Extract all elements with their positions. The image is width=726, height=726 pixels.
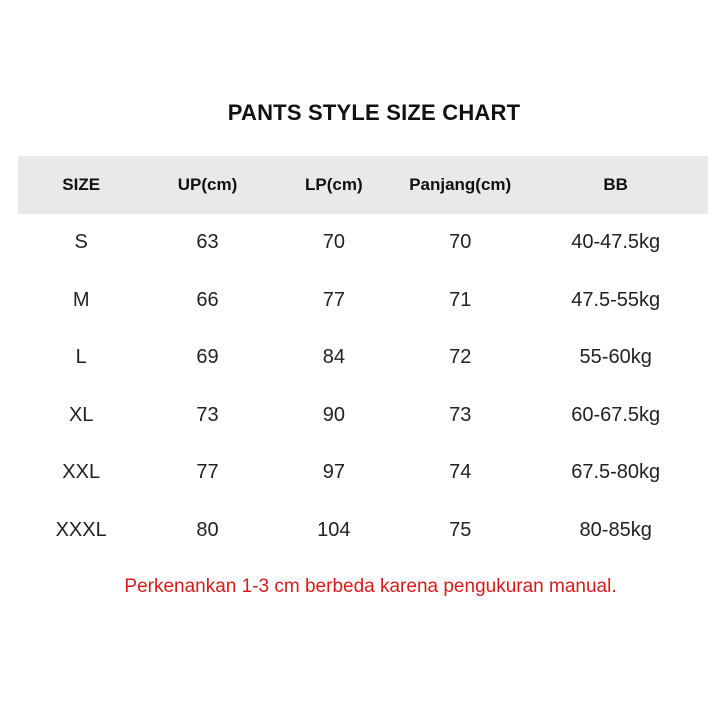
cell-size: XXXL bbox=[55, 518, 107, 541]
cell-bb: 55-60kg bbox=[579, 346, 652, 369]
table-row bbox=[18, 502, 708, 560]
table-row bbox=[18, 214, 708, 272]
cell-up: 77 bbox=[196, 461, 219, 484]
header-size: SIZE bbox=[62, 175, 101, 194]
cell-bb: 60-67.5kg bbox=[571, 403, 661, 426]
cell-up: 63 bbox=[196, 231, 219, 254]
cell-lp: 104 bbox=[317, 518, 351, 541]
cell-panjang: 72 bbox=[449, 346, 472, 369]
cell-size: L bbox=[75, 346, 87, 369]
cell-panjang: 74 bbox=[449, 461, 472, 484]
header-panjang: Panjang(cm) bbox=[409, 175, 512, 194]
cell-lp: 90 bbox=[322, 403, 345, 426]
cell-panjang: 73 bbox=[449, 403, 472, 426]
header-up: UP(cm) bbox=[177, 175, 238, 194]
cell-panjang: 71 bbox=[449, 288, 472, 311]
measurement-note: Perkenankan 1-3 cm berbeda karena pengukuran manual. bbox=[124, 576, 617, 597]
cell-lp: 77 bbox=[322, 288, 345, 311]
cell-up: 73 bbox=[196, 403, 219, 426]
cell-lp: 84 bbox=[322, 346, 345, 369]
cell-bb: 40-47.5kg bbox=[571, 231, 661, 254]
cell-panjang: 75 bbox=[449, 518, 472, 541]
cell-panjang: 70 bbox=[449, 231, 472, 254]
header-bb: BB bbox=[603, 175, 628, 194]
table-row bbox=[18, 387, 708, 445]
cell-up: 69 bbox=[196, 346, 219, 369]
table-header-row bbox=[18, 156, 708, 214]
cell-bb: 80-85kg bbox=[579, 518, 652, 541]
table-row bbox=[18, 272, 708, 330]
cell-lp: 70 bbox=[322, 231, 345, 254]
cell-bb: 47.5-55kg bbox=[571, 288, 661, 311]
cell-up: 80 bbox=[196, 518, 219, 541]
cell-lp: 97 bbox=[322, 461, 345, 484]
size-chart-table bbox=[18, 156, 708, 559]
page-title: PANTS STYLE SIZE CHART bbox=[227, 100, 521, 125]
table-row bbox=[18, 444, 708, 502]
cell-size: XXL bbox=[62, 461, 101, 484]
header-lp: LP(cm) bbox=[305, 175, 363, 194]
cell-size: M bbox=[72, 288, 90, 311]
cell-size: S bbox=[74, 231, 88, 254]
cell-up: 66 bbox=[196, 288, 219, 311]
table-row bbox=[18, 329, 708, 387]
cell-bb: 67.5-80kg bbox=[571, 461, 661, 484]
cell-size: XL bbox=[68, 403, 94, 426]
